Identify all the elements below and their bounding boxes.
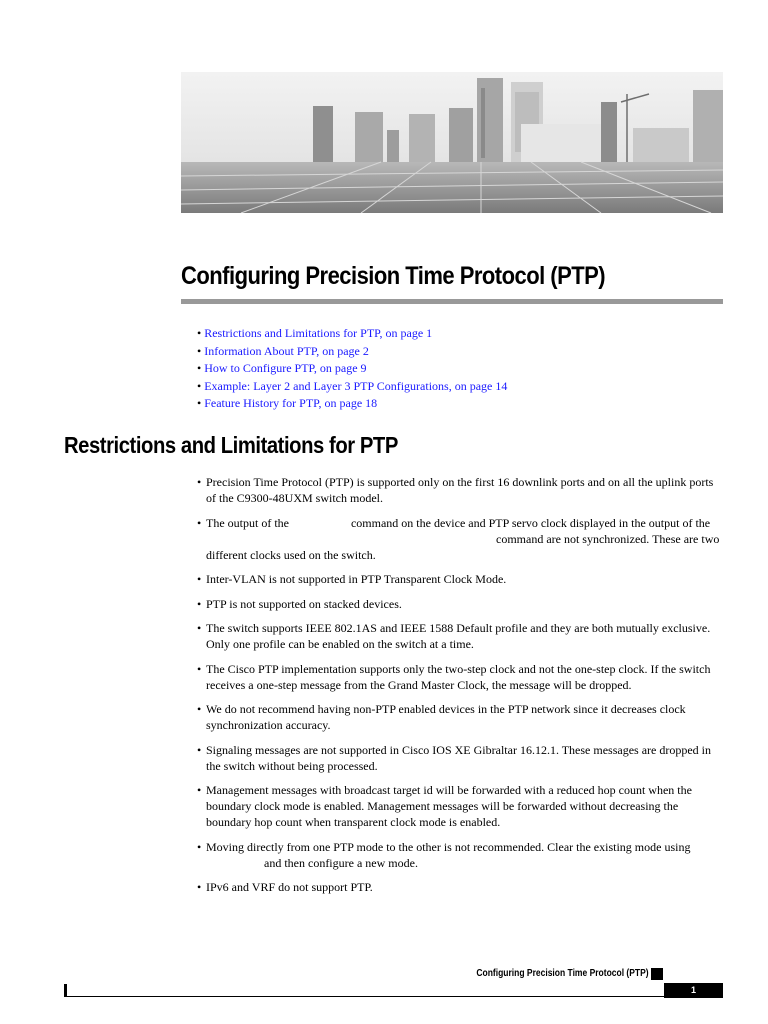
footer-rule	[64, 996, 664, 997]
title-rule	[181, 299, 723, 304]
toc-item	[197, 378, 507, 396]
bullet-icon: •	[197, 396, 202, 410]
footer-marker	[651, 968, 663, 980]
chapter-toc	[197, 325, 507, 413]
list-item: • We do not recommend having non-PTP enabled devices in the PTP network since it decreases clock synchronization accuracy.	[197, 701, 725, 733]
list-item: • PTP is not supported on stacked devices.	[197, 596, 725, 612]
bullet-icon: •	[197, 361, 202, 375]
list-item-text: command are not synchronized. These are two different clocks used on the switch.	[206, 531, 720, 562]
bullet-icon: •	[197, 326, 202, 340]
bullet-icon: •	[197, 378, 202, 393]
list-item: • Management messages with broadcast target id will be forwarded with a reduced hop count when the boundary clock mode is enabled. Management messages will be forwarded without decreasing the boundary hop count when transparent clock mode is enabled.	[197, 782, 725, 830]
toc-link-example[interactable]: Example: Layer 2 and Layer 3 PTP Configurations, on page 14	[204, 378, 508, 393]
list-item-text: Moving directly from one PTP mode to the other is not recommended. Clear the existing mode using	[206, 839, 691, 854]
list-item: • Signaling messages are not supported in Cisco IOS XE Gibraltar 16.12.1. These messages are dropped in the switch without being processed.	[197, 742, 725, 774]
list-item: • Inter-VLAN is not supported in PTP Transparent Clock Mode.	[197, 571, 725, 587]
toc-item	[197, 325, 507, 343]
list-item: • IPv6 and VRF do not support PTP.	[197, 879, 725, 895]
toc-item	[197, 395, 507, 413]
toc-link-feature-history[interactable]: Feature History for PTP, on page 18	[204, 396, 378, 410]
section-heading: Restrictions and Limitations for PTP	[64, 432, 398, 458]
list-item: • Precision Time Protocol (PTP) is supported only on the first 16 downlink ports and on all the uplink ports of the C9300-48UXM switch model.	[197, 474, 725, 506]
footer-chapter-title: Configuring Precision Time Protocol (PTP)	[476, 968, 649, 979]
list-item-text: The output of the	[206, 515, 289, 530]
toc-link-information[interactable]: Information About PTP, on page 2	[204, 343, 369, 358]
list-item-text: and then configure a new mode.	[264, 855, 418, 870]
bullet-icon: •	[197, 343, 202, 358]
list-item	[197, 515, 725, 563]
toc-link-restrictions[interactable]: Restrictions and Limitations for PTP, on page 1	[204, 326, 433, 340]
list-item	[197, 839, 725, 871]
header-banner-image	[181, 72, 723, 213]
toc-item	[197, 343, 507, 361]
list-item: • The Cisco PTP implementation supports only the two-step clock and not the one-step clock. If the switch receives a one-step message from the Grand Master Clock, the message will be dropped.	[197, 661, 725, 693]
list-item-text: command on the device and PTP servo clock displayed in the output of the	[350, 515, 711, 530]
list-item: • The switch supports IEEE 802.1AS and IEEE 1588 Default profile and they are both mutually exclusive. Only one profile can be enabled on the switch at a time.	[197, 620, 725, 652]
chapter-title: Configuring Precision Time Protocol (PTP)	[181, 262, 606, 290]
page-number: 1	[664, 983, 723, 998]
restrictions-list	[197, 474, 725, 904]
toc-link-how-to-configure[interactable]: How to Configure PTP, on page 9	[204, 361, 367, 375]
toc-item	[197, 360, 507, 378]
